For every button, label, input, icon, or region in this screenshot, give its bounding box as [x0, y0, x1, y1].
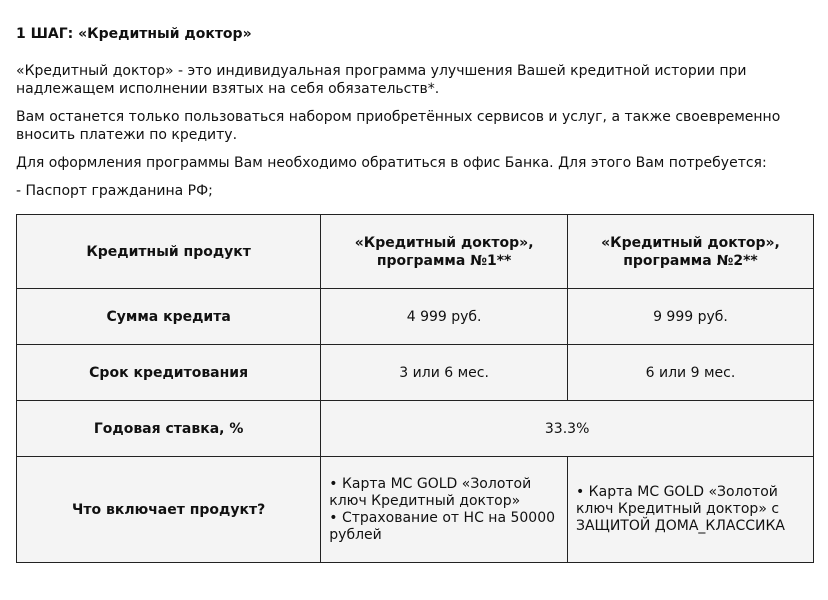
step-title: 1 ШАГ: «Кредитный доктор»	[16, 26, 252, 42]
includes-label: Что включает продукт?	[17, 457, 321, 563]
intro-paragraph: «Кредитный доктор» - это индивидуальная программа улучшения Вашей кредитной истории при надлежащем исполнении взятых на себя обязательств*.	[16, 63, 747, 97]
includes-program-1-card: • Карта MC GOLD «Золотой ключ Кредитный доктор»	[329, 475, 532, 509]
passport-requirement: - Паспорт гражданина РФ;	[16, 183, 213, 199]
credit-sum-program-1: 4 999 руб.	[321, 289, 568, 345]
includes-program-2-card: • Карта MC GOLD «Золотой ключ Кредитный доктор» с ЗАЩИТОЙ ДОМА_КЛАССИКА	[575, 484, 785, 534]
annual-rate-label: Годовая ставка, %	[17, 401, 321, 457]
header-product-label: Кредитный продукт	[17, 215, 321, 289]
annual-rate-value: 33.3%	[321, 401, 814, 457]
includes-program-1-insurance: • Страхование от НС на 50000 рублей	[329, 509, 556, 543]
product-comparison-table	[16, 214, 814, 563]
table-row-annual-rate	[17, 401, 814, 457]
office-paragraph: Для оформления программы Вам необходимо обратиться в офис Банка. Для этого Вам потребуется:	[16, 155, 767, 171]
credit-term-program-1: 3 или 6 мес.	[321, 345, 568, 401]
includes-program-1	[321, 457, 568, 563]
header-program-2: «Кредитный доктор», программа №2**	[567, 215, 813, 289]
header-program-1: «Кредитный доктор», программа №1**	[321, 215, 568, 289]
credit-sum-program-2: 9 999 руб.	[567, 289, 813, 345]
table-header-row	[17, 215, 814, 289]
table-row-credit-sum	[17, 289, 814, 345]
services-paragraph: Вам останется только пользоваться набором приобретённых сервисов и услуг, а также своевременно вносить платежи по кредиту.	[16, 109, 781, 143]
credit-term-program-2: 6 или 9 мес.	[567, 345, 813, 401]
includes-program-2	[567, 457, 813, 563]
page-content	[16, 24, 812, 210]
table-row-credit-term	[17, 345, 814, 401]
credit-term-label: Срок кредитования	[17, 345, 321, 401]
credit-sum-label: Сумма кредита	[17, 289, 321, 345]
table-row-includes	[17, 457, 814, 563]
